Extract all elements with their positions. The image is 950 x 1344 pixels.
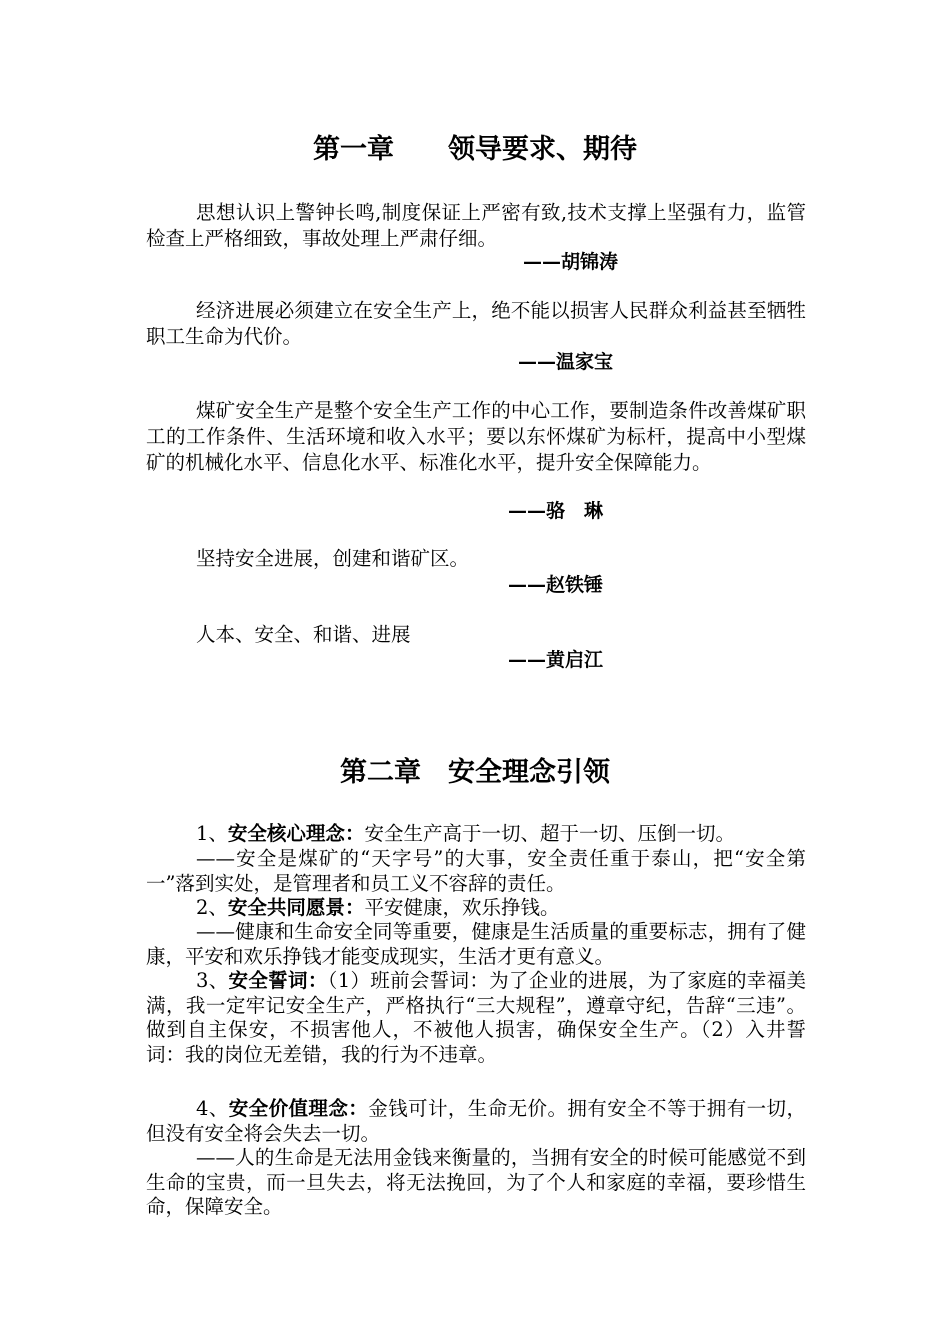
- quote-2-text: 经济进展必须建立在安全生产上，绝不能以损害人民群众利益甚至牺牲职工生命为代价。: [146, 299, 806, 348]
- principle-1-number: 1、: [196, 822, 228, 845]
- chapter-1-title: 第一章 领导要求、期待: [313, 134, 637, 165]
- quote-3-text: 煤矿安全生产是整个安全生产工作的中心工作，要制造条件改善煤矿职工的工作条件、生活环境和收入水平；要以东怀煤矿为标杆，提高中小型煤矿的机械化水平、信息化水平、标准化水平，提升安全保障能力。: [146, 399, 806, 474]
- principle-4-number: 4、: [196, 1097, 229, 1120]
- principle-4-colon: ：: [348, 1097, 369, 1120]
- principle-3-text: （1）班前会誓词：为了企业的进展，为了家庭的幸福美满，我一定牢记安全生产，严格执行“三大规程”，遵章守纪，告辞“三违”。做到自主保安，不损害他人，不被他人损害，确保安全生产。（2）入井誓词：我的岗位无差错，我的行为不违章。: [146, 969, 806, 1066]
- principle-3-number: 3、: [196, 969, 229, 992]
- principle-2-number: 2、: [196, 896, 228, 919]
- principle-4-explanation: ——人的生命是无法用金钱来衡量的，当拥有安全的时候可能感觉不到生命的宝贵，而一旦失去，将无法挽回，为了个人和家庭的幸福，要珍惜生命，保障安全。: [146, 1146, 806, 1218]
- principle-2-text: 平安健康，欢乐挣钱。: [364, 896, 560, 919]
- principle-1-label: 安全核心理念: [227, 822, 345, 845]
- quote-4-author: ——赵铁锤: [508, 574, 604, 596]
- principle-4-text: 金钱可计，生命无价。拥有安全不等于拥有一切，但没有安全将会失去一切。: [146, 1097, 806, 1145]
- quote-1-text: 思想认识上警钟长鸣,制度保证上严密有致,技术支撑上坚强有力，监管检查上严格细致，事故处理上严肃仔细。: [146, 201, 806, 250]
- principle-2-explanation: ——健康和生命安全同等重要，健康是生活质量的重要标志，拥有了健康，平安和欢乐挣钱才能变成现实，生活才更有意义。: [146, 920, 806, 968]
- principle-1-text: 安全生产高于一切、超于一切、压倒一切。: [364, 822, 735, 845]
- quote-2-author: ——温家宝: [518, 351, 614, 373]
- quote-5-author: ——黄启江: [508, 649, 604, 671]
- principle-3: [146, 969, 806, 1067]
- chapter-2-title: 第二章 安全理念引领: [340, 757, 610, 788]
- principle-2-colon: ：: [344, 896, 365, 919]
- principle-4: [146, 1097, 806, 1146]
- principle-3-label: 安全誓词: [228, 969, 308, 992]
- principle-3-colon: ：: [307, 969, 328, 992]
- principle-1: [146, 822, 806, 847]
- quote-5-text: 人本、安全、和谐、进展: [196, 623, 411, 646]
- principle-1-colon: ：: [344, 822, 365, 845]
- principle-2: [146, 896, 806, 921]
- principle-1-explanation: ——安全是煤矿的“天字号”的大事，安全责任重于泰山，把“安全第一”落到实处，是管理者和员工义不容辞的责任。: [146, 847, 806, 895]
- quote-4-text: 坚持安全进展，创建和谐矿区。: [196, 547, 470, 570]
- quote-3-author: ——骆 琳: [508, 500, 604, 522]
- quote-1-author: ——胡锦涛: [523, 251, 619, 273]
- principle-2-label: 安全共同愿景: [227, 896, 345, 919]
- principle-4-label: 安全价值理念: [228, 1097, 349, 1120]
